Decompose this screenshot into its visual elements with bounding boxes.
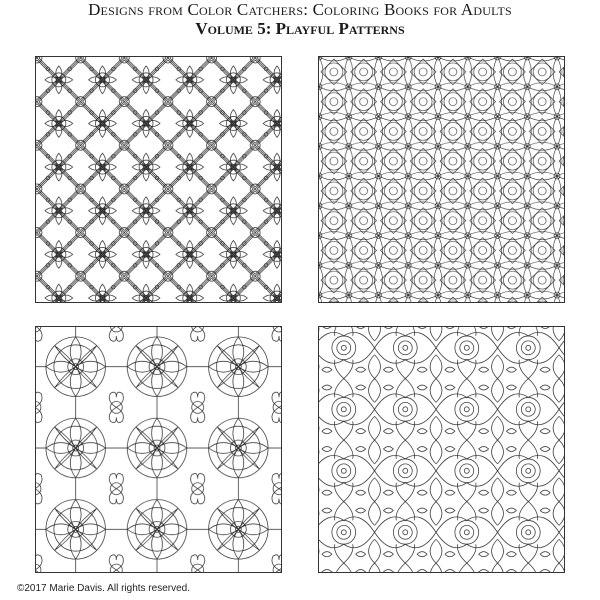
pattern-panel-medallion-swirls <box>35 326 282 573</box>
book-title: Designs from Color Catchers: Coloring Books for Adults <box>88 0 512 19</box>
volume-subtitle: Volume 5: Playful Patterns <box>195 19 405 38</box>
pattern-panel-geometric-interlace <box>318 56 565 303</box>
pattern-panel-floral-lattice <box>35 56 282 303</box>
pattern-panel-arched-filigree <box>318 326 565 573</box>
copyright-notice: ©2017 Marie Davis. All rights reserved. <box>17 583 190 594</box>
